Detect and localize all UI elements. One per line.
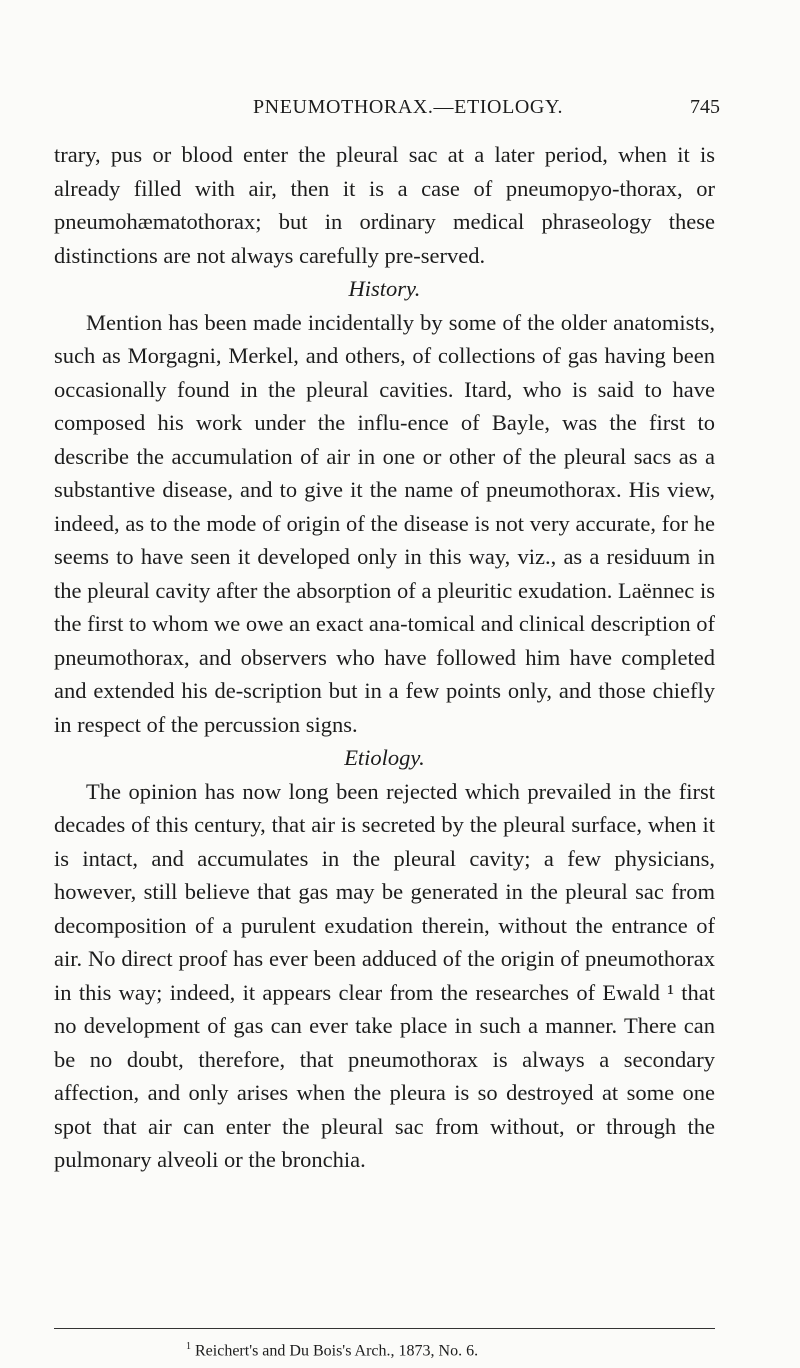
footnote-text: Reichert's and Du Bois's Arch., 1873, No. 6.	[195, 1342, 479, 1360]
section-heading-history: History.	[348, 276, 421, 301]
paragraph-history: Mention has been made incidentally by some of the older anatomists, such as Morgagni, Merkel, and others, of collections of gas having been occasionally found in the pleural cavities. Itard, who is said to have composed his work under the influ-ence of Bayle, was the first to describe the accumulation of air in one or other of the pleural sacs as a substantive disease, and to give it the name of pneumothorax. His view, indeed, as to the mode of origin of the disease is not very accurate, for he seems to have seen it developed only in this way, viz., as a residuum in the pleural cavity after the absorption of a pleuritic exudation. Laënnec is the first to whom we owe an exact ana-tomical and clinical description of pneumothorax, and observers who have followed him have completed and extended his de-scription but in a few points only, and those chiefly in respect of the percussion signs.	[54, 309, 716, 737]
paragraph-continued: trary, pus or blood enter the pleural sac at a later period, when it is already filled with air, then it is a case of pneumopyo-thorax, or pneumohæmatothorax; but in ordinary medical phraseology these distinctions are not always carefully pre-served.	[54, 142, 715, 268]
paragraph-etiology: The opinion has now long been rejected which prevailed in the first decades of this century, that air is secreted by the pleural surface, when it is intact, and accumulates in the pleural cavity; a few physicians, however, still believe that gas may be generated in the pleural sac from decomposition of a purulent exudation therein, without the entrance of air. No direct proof has ever been adduced of the origin of pneumothorax in this way; indeed, it appears clear from the researches of Ewald ¹ that no development of gas can ever take place in such a manner. There can be no doubt, therefore, that pneumothorax is always a secondary affection, and only arises when the pleura is so destroyed at some one spot that air can enter the pleural sac from without, or through the pulmonary alveoli or the bronchia.	[54, 778, 715, 1172]
page-number: 745	[690, 96, 720, 118]
footnote-divider	[54, 1328, 715, 1329]
footnote-marker: 1	[186, 1341, 191, 1352]
body-text	[54, 138, 715, 1177]
footnote	[186, 1337, 746, 1361]
page-header	[0, 96, 800, 126]
running-title: PNEUMOTHORAX.—ETIOLOGY.	[252, 96, 564, 118]
section-heading-etiology: Etiology.	[344, 745, 425, 770]
